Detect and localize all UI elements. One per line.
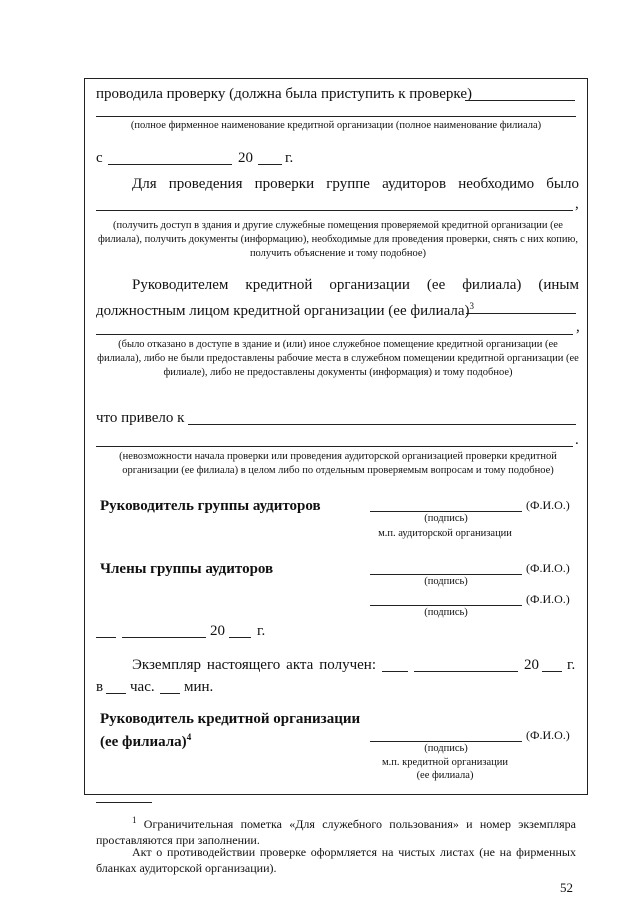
date-day-line[interactable] — [382, 671, 408, 672]
fill-line[interactable] — [466, 313, 576, 314]
minutes-line[interactable] — [160, 693, 180, 694]
heading-team-members: Члены группы аудиторов — [100, 561, 274, 577]
fill-line[interactable] — [96, 334, 573, 335]
caption-org-name: (полное фирменное наименование кредитной организации (полное наименование филиала) — [130, 120, 542, 131]
date-suffix: г. — [285, 150, 294, 166]
seal-audit-org: м.п. аудиторской организации — [378, 528, 512, 539]
time-prefix: в — [96, 679, 104, 695]
date-month-line[interactable] — [414, 671, 518, 672]
date-day-line[interactable] — [96, 637, 116, 638]
date-year-line[interactable] — [542, 671, 562, 672]
fio-label: (Ф.И.О.) — [526, 728, 570, 742]
caption-consequence: (невозможности начала проверки или проведения аудиторской организацией проверки кредитной организации (ее филиала) в целом либо по отдельным проверяемым вопросам и тому подобное) — [119, 451, 557, 476]
date-prefix: с — [96, 150, 103, 166]
fill-line[interactable] — [188, 424, 576, 425]
fill-line[interactable] — [96, 446, 573, 447]
seal-credit-org-line1: м.п. кредитной организации — [381, 757, 509, 768]
date-year-line[interactable] — [229, 637, 251, 638]
text-copy-received: Экземпляр настоящего акта получен: — [132, 657, 376, 673]
fill-line[interactable] — [96, 116, 576, 117]
fio-label: (Ф.И.О.) — [526, 498, 570, 512]
signature-caption: (подпись) — [424, 513, 468, 524]
date-year-prefix: 20 — [524, 657, 539, 673]
heading-team-leader: Руководитель группы аудиторов — [100, 498, 321, 514]
text-needed: Для проведения проверки группе аудиторов необходимо было — [132, 176, 579, 192]
signature-caption: (подпись) — [424, 607, 468, 618]
date-year-line[interactable] — [258, 164, 282, 165]
date-year-prefix: 20 — [238, 150, 253, 166]
date-day-month-line[interactable] — [108, 164, 232, 165]
minutes-label: мин. — [184, 679, 214, 695]
text-manager-line2: должностным лицом кредитной организации (ее филиала)$^3$ — [96, 301, 475, 319]
text-audit-start: проводила проверку (должна была приступить к проверке) — [96, 86, 473, 102]
footnote-separator — [96, 802, 152, 803]
comma-mark: , — [576, 319, 580, 335]
hours-label: час. — [130, 679, 155, 695]
date-month-line[interactable] — [122, 637, 206, 638]
fio-label: (Ф.И.О.) — [526, 561, 570, 575]
date-suffix: г. — [567, 657, 576, 673]
heading-credit-head-line2: (ее филиала)$^4$ — [100, 732, 192, 750]
signature-caption: (подпись) — [424, 743, 468, 754]
signature-caption: (подпись) — [424, 576, 468, 587]
footnote-2: Акт о противодействии проверке оформляется на чистых листах (не на фирменных бланках аудиторской организации). — [96, 845, 576, 875]
text-led-to: что привело к — [96, 410, 185, 426]
fio-label: (Ф.И.О.) — [526, 592, 570, 606]
caption-refusal: (было отказано в доступе в здание и (или) иное служебное помещение кредитной организации (ее филиала), либо не были предоставлены рабочие места в служебном помещении кредитной организации (ее филиале), либо не предоставлены документы (информация) и тому подобное) — [97, 339, 579, 378]
date-suffix: г. — [257, 623, 266, 639]
dot-mark: . — [575, 432, 579, 448]
page-number: 52 — [560, 880, 573, 895]
comma-mark: , — [575, 196, 579, 212]
fill-line[interactable] — [96, 210, 573, 211]
date-year-prefix: 20 — [210, 623, 225, 639]
heading-credit-head-line1: Руководитель кредитной организации — [100, 711, 361, 727]
text-manager-line1: Руководителем кредитной организации (ее филиала) (иным — [132, 277, 579, 293]
seal-credit-org-line2: (ее филиала) — [416, 770, 474, 781]
caption-access: (получить доступ в здания и другие служебные помещения проверяемой кредитной организации (ее филиала), получить документы (информацию), необходимые для проведения проверки, снять с них копию, получить объяснение и тому подобное) — [97, 220, 578, 259]
footnote-1: $^1$ Ограничительная пометка «Для служебного пользования» и номер экземпляра проставляются при заполнении. — [96, 815, 577, 847]
hours-line[interactable] — [106, 693, 126, 694]
fill-line[interactable] — [465, 100, 575, 101]
